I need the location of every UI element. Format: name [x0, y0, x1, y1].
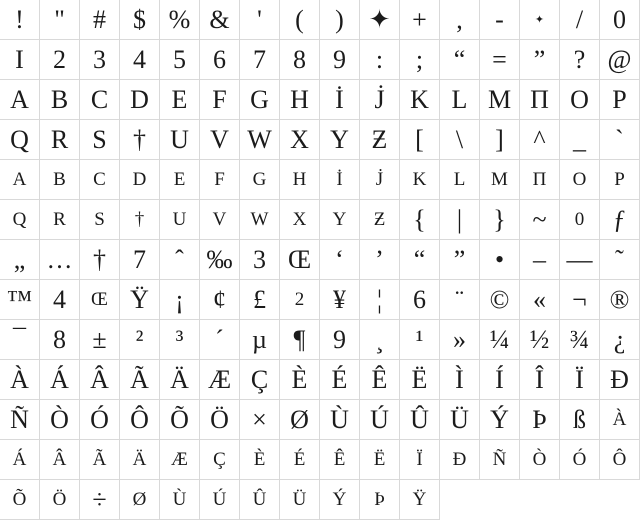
glyph-cell: O	[560, 80, 600, 120]
glyph-cell: Ò	[40, 400, 80, 440]
glyph-cell: B	[40, 80, 80, 120]
glyph-cell: I	[0, 40, 40, 80]
glyph-cell: 4	[120, 40, 160, 80]
glyph-cell: 0	[600, 0, 640, 40]
glyph-cell: }	[480, 200, 520, 240]
glyph-cell: ‘	[320, 240, 360, 280]
glyph-cell: ~	[520, 200, 560, 240]
glyph-cell: Æ	[200, 360, 240, 400]
glyph-cell: 3	[80, 40, 120, 80]
glyph-cell: Ä	[160, 360, 200, 400]
glyph-cell: Ë	[360, 440, 400, 480]
glyph-cell: 3	[240, 240, 280, 280]
glyph-cell: D	[120, 80, 160, 120]
glyph-cell: 2	[280, 280, 320, 320]
glyph-cell: F	[200, 80, 240, 120]
glyph-cell: Õ	[0, 480, 40, 520]
glyph-cell: ”	[440, 240, 480, 280]
glyph-cell: ×	[240, 400, 280, 440]
glyph-cell: M	[480, 160, 520, 200]
glyph-cell: ^	[520, 120, 560, 160]
glyph-cell: '	[240, 0, 280, 40]
glyph-cell: Π	[520, 160, 560, 200]
glyph-cell: Ô	[600, 440, 640, 480]
glyph-cell: Ó	[80, 400, 120, 440]
glyph-cell: Ü	[440, 400, 480, 440]
glyph-cell: =	[480, 40, 520, 80]
glyph-cell: P	[600, 160, 640, 200]
glyph-cell: Þ	[520, 400, 560, 440]
glyph-cell: J̇	[360, 80, 400, 120]
glyph-cell: ˆ	[160, 240, 200, 280]
glyph-cell: ¢	[200, 280, 240, 320]
glyph-cell: ✦	[520, 0, 560, 40]
glyph-cell: ”	[520, 40, 560, 80]
glyph-cell: -	[480, 0, 520, 40]
glyph-cell: ¥	[320, 280, 360, 320]
glyph-cell: ✦	[360, 0, 400, 40]
glyph-cell: R	[40, 200, 80, 240]
glyph-cell: Π	[520, 80, 560, 120]
glyph-cell: Ý	[480, 400, 520, 440]
glyph-cell: ?	[560, 40, 600, 80]
glyph-cell: 9	[320, 320, 360, 360]
glyph-cell: W	[240, 200, 280, 240]
glyph-cell: ´	[200, 320, 240, 360]
glyph-cell: Ö	[200, 400, 240, 440]
glyph-cell: J̇	[360, 160, 400, 200]
glyph-cell: Ñ	[480, 440, 520, 480]
glyph-cell: #	[80, 0, 120, 40]
glyph-cell: Œ	[80, 280, 120, 320]
glyph-cell: »	[440, 320, 480, 360]
glyph-cell: Œ	[280, 240, 320, 280]
glyph-cell: «	[520, 280, 560, 320]
glyph-cell: E	[160, 80, 200, 120]
glyph-cell: E	[160, 160, 200, 200]
glyph-cell: ¾	[560, 320, 600, 360]
glyph-cell: Ƶ	[360, 200, 400, 240]
glyph-cell: Ù	[160, 480, 200, 520]
glyph-cell: ‰	[200, 240, 240, 280]
glyph-cell: ½	[520, 320, 560, 360]
glyph-cell: Ã	[120, 360, 160, 400]
glyph-cell: @	[600, 40, 640, 80]
glyph-cell: G	[240, 80, 280, 120]
glyph-cell: Ø	[280, 400, 320, 440]
glyph-cell: M	[480, 80, 520, 120]
glyph-cell: Â	[40, 440, 80, 480]
glyph-cell: –	[520, 240, 560, 280]
glyph-cell: Ã	[80, 440, 120, 480]
glyph-cell: Q	[0, 200, 40, 240]
glyph-cell: ’	[360, 240, 400, 280]
glyph-cell: Ú	[360, 400, 400, 440]
glyph-cell: ;	[400, 40, 440, 80]
glyph-cell: Ð	[440, 440, 480, 480]
glyph-cell: Ê	[320, 440, 360, 480]
glyph-cell: Î	[520, 360, 560, 400]
glyph-cell: Æ	[160, 440, 200, 480]
glyph-cell: „	[0, 240, 40, 280]
glyph-cell: À	[600, 400, 640, 440]
glyph-cell: 9	[320, 40, 360, 80]
glyph-cell: Ý	[320, 480, 360, 520]
glyph-cell: 6	[200, 40, 240, 80]
glyph-cell: 7	[120, 240, 160, 280]
glyph-cell: ¡	[160, 280, 200, 320]
glyph-cell: K	[400, 80, 440, 120]
glyph-cell: %	[160, 0, 200, 40]
glyph-cell: Y	[320, 120, 360, 160]
glyph-cell: ¦	[360, 280, 400, 320]
glyph-cell: ¿	[600, 320, 640, 360]
glyph-cell: /	[560, 0, 600, 40]
glyph-cell: G	[240, 160, 280, 200]
glyph-cell: …	[40, 240, 80, 280]
glyph-cell: Á	[0, 440, 40, 480]
glyph-cell: Ï	[560, 360, 600, 400]
glyph-cell: Ó	[560, 440, 600, 480]
glyph-cell: 2	[40, 40, 80, 80]
glyph-cell: 6	[400, 280, 440, 320]
glyph-cell: ¨	[440, 280, 480, 320]
glyph-cell: ±	[80, 320, 120, 360]
glyph-cell: ¼	[480, 320, 520, 360]
glyph-cell: F	[200, 160, 240, 200]
glyph-cell: ÷	[80, 480, 120, 520]
glyph-cell: Ç	[200, 440, 240, 480]
glyph-cell: •	[480, 240, 520, 280]
glyph-cell: V	[200, 200, 240, 240]
glyph-cell: ,	[440, 0, 480, 40]
glyph-cell: Y	[320, 200, 360, 240]
glyph-cell: ³	[160, 320, 200, 360]
glyph-cell: ¯	[0, 320, 40, 360]
glyph-cell: 8	[40, 320, 80, 360]
glyph-cell: ]	[480, 120, 520, 160]
glyph-cell: ¹	[400, 320, 440, 360]
glyph-cell: È	[240, 440, 280, 480]
glyph-cell: Ä	[120, 440, 160, 480]
glyph-cell: W	[240, 120, 280, 160]
glyph-cell: Ô	[120, 400, 160, 440]
glyph-cell: U	[160, 120, 200, 160]
glyph-cell: [	[400, 120, 440, 160]
glyph-cell: Ï	[400, 440, 440, 480]
glyph-cell: U	[160, 200, 200, 240]
glyph-cell: À	[0, 360, 40, 400]
glyph-cell: —	[560, 240, 600, 280]
glyph-cell: :	[360, 40, 400, 80]
glyph-cell: O	[560, 160, 600, 200]
glyph-cell: µ	[240, 320, 280, 360]
glyph-cell: 0	[560, 200, 600, 240]
glyph-cell: ˜	[600, 240, 640, 280]
glyph-cell: Û	[240, 480, 280, 520]
glyph-cell: Ÿ	[120, 280, 160, 320]
glyph-cell: 8	[280, 40, 320, 80]
glyph-cell: Û	[400, 400, 440, 440]
glyph-cell: Ç	[240, 360, 280, 400]
glyph-cell: Ù	[320, 400, 360, 440]
glyph-cell: Ê	[360, 360, 400, 400]
glyph-cell: 5	[160, 40, 200, 80]
glyph-cell: †	[80, 240, 120, 280]
glyph-cell: (	[280, 0, 320, 40]
glyph-cell: K	[400, 160, 440, 200]
glyph-cell: Í	[480, 360, 520, 400]
glyph-cell: “	[400, 240, 440, 280]
glyph-cell: S	[80, 200, 120, 240]
glyph-cell: 7	[240, 40, 280, 80]
glyph-cell: †	[120, 200, 160, 240]
glyph-cell: \	[440, 120, 480, 160]
glyph-cell: †	[120, 120, 160, 160]
glyph-cell: ƒ	[600, 200, 640, 240]
glyph-cell: Õ	[160, 400, 200, 440]
glyph-cell: |	[440, 200, 480, 240]
glyph-cell: Q	[0, 120, 40, 160]
glyph-cell: ¬	[560, 280, 600, 320]
glyph-cell: B	[40, 160, 80, 200]
glyph-cell: Þ	[360, 480, 400, 520]
glyph-cell: +	[400, 0, 440, 40]
glyph-cell: _	[560, 120, 600, 160]
glyph-cell: )	[320, 0, 360, 40]
glyph-cell: `	[600, 120, 640, 160]
glyph-cell: İ	[320, 80, 360, 120]
glyph-cell: Ë	[400, 360, 440, 400]
glyph-cell: Ü	[280, 480, 320, 520]
glyph-cell: ¶	[280, 320, 320, 360]
glyph-cell: Â	[80, 360, 120, 400]
glyph-cell: P	[600, 80, 640, 120]
glyph-cell: 4	[40, 280, 80, 320]
glyph-cell: L	[440, 80, 480, 120]
glyph-cell: S	[80, 120, 120, 160]
glyph-cell: “	[440, 40, 480, 80]
glyph-cell: Á	[40, 360, 80, 400]
glyph-cell: Ò	[520, 440, 560, 480]
glyph-cell: É	[320, 360, 360, 400]
glyph-cell: Ø	[120, 480, 160, 520]
glyph-cell: Ƶ	[360, 120, 400, 160]
glyph-cell: ²	[120, 320, 160, 360]
glyph-cell: "	[40, 0, 80, 40]
glyph-cell: ©	[480, 280, 520, 320]
glyph-cell: $	[120, 0, 160, 40]
glyph-cell: H	[280, 160, 320, 200]
glyph-cell: Ú	[200, 480, 240, 520]
glyph-cell: £	[240, 280, 280, 320]
glyph-cell: A	[0, 80, 40, 120]
glyph-cell: {	[400, 200, 440, 240]
glyph-cell: !	[0, 0, 40, 40]
glyph-cell: È	[280, 360, 320, 400]
glyph-cell: H	[280, 80, 320, 120]
glyph-cell: ¸	[360, 320, 400, 360]
glyph-cell: ®	[600, 280, 640, 320]
glyph-cell: V	[200, 120, 240, 160]
glyph-cell: X	[280, 120, 320, 160]
glyph-cell: &	[200, 0, 240, 40]
glyph-cell: Ÿ	[400, 480, 440, 520]
glyph-cell: İ	[320, 160, 360, 200]
glyph-cell: Ö	[40, 480, 80, 520]
glyph-cell: A	[0, 160, 40, 200]
glyph-cell: L	[440, 160, 480, 200]
glyph-cell: D	[120, 160, 160, 200]
glyph-cell: R	[40, 120, 80, 160]
glyph-cell: ß	[560, 400, 600, 440]
glyph-cell: Ñ	[0, 400, 40, 440]
glyph-cell: Ì	[440, 360, 480, 400]
glyph-cell: C	[80, 80, 120, 120]
glyph-cell: Ð	[600, 360, 640, 400]
glyph-cell: X	[280, 200, 320, 240]
glyph-cell: ™	[0, 280, 40, 320]
glyph-cell: É	[280, 440, 320, 480]
glyph-cell: C	[80, 160, 120, 200]
